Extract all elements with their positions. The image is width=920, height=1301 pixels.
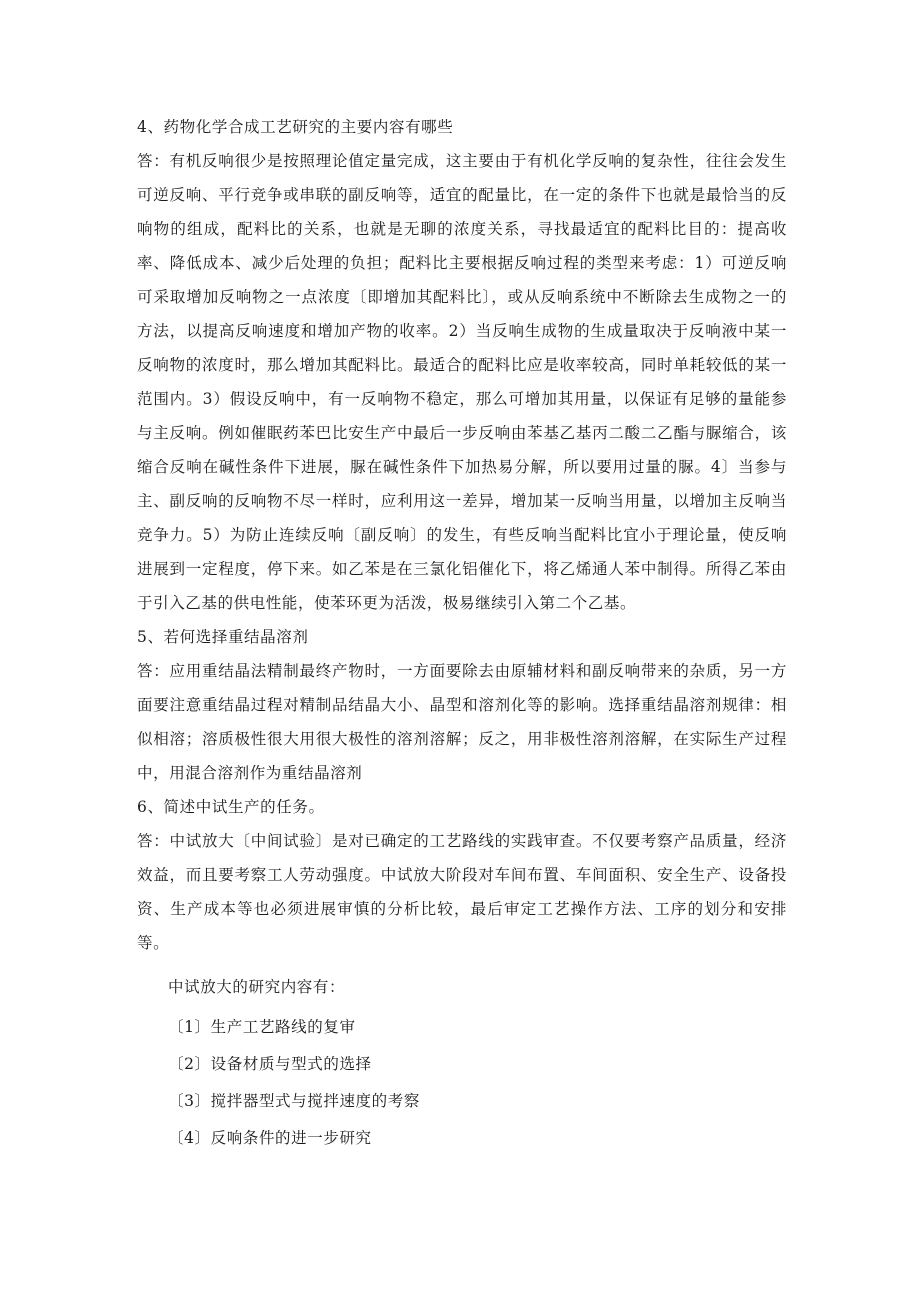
question-6-answer: 答：中试放大〔中间试验〕是对已确定的工艺路线的实践审查。不仅要考察产品质量，经济效益，而且要考察工人劳动强度。中试放大阶段对车间布置、车间面积、安全生产、设备投资、生产成本等也必须进展审慎的分析比较，最后审定工艺操作方法、工序的划分和安排等。 xyxy=(137,832,787,952)
list-item: 〔1〕生产工艺路线的复审 xyxy=(168,1018,356,1036)
pilot-research-list xyxy=(137,1010,787,1155)
question-4-title: 4、药物化学合成工艺研究的主要内容有哪些 xyxy=(137,118,454,136)
question-5-answer: 答：应用重结晶法精制最终产物时，一方面要除去由原辅材料和副反响带来的杂质，另一方面要注意重结晶过程对精制品结晶大小、晶型和溶剂化等的影响。选择重结晶溶剂规律：相似相溶；溶质极性很大用很大极性的溶剂溶解；反之，用非极性溶剂溶解，在实际生产过程中，用混合溶剂作为重结晶溶剂 xyxy=(137,662,787,782)
question-5-title: 5、若何选择重结晶溶剂 xyxy=(137,628,309,646)
question-6-title: 6、简述中试生产的任务。 xyxy=(137,798,325,816)
document-body xyxy=(137,110,787,1158)
pilot-research-heading: 中试放大的研究内容有： xyxy=(168,978,346,996)
list-item: 〔2〕设备材质与型式的选择 xyxy=(168,1055,372,1073)
question-4-answer: 答：有机反响很少是按照理论值定量完成，这主要由于有机化学反响的复杂性，往往会发生可逆反响、平行竞争或串联的副反响等，适宜的配量比，在一定的条件下也就是最恰当的反响物的组成，配料比的关系，也就是无聊的浓度关系，寻找最适宜的配料比目的：提高收率、降低成本、减少后处理的负担；配料比主要根据反响过程的类型来考虑：1）可逆反响可采取增加反响物之一点浓度〔即增加其配料比〕，或从反响系统中不断除去生成物之一的方法，以提高反响速度和增加产物的收率。2）当反响生成物的生成量取决于反响液中某一反响物的浓度时，那么增加其配料比。最适合的配料比应是收率较高，同时单耗较低的某一范围内。3）假设反响中，有一反响物不稳定，那么可增加其用量，以保证有足够的量能参与主反响。例如催眠药苯巴比安生产中最后一步反响由苯基乙基丙二酸二乙酯与脲缩合，该缩合反响在碱性条件下进展，脲在碱性条件下加热易分解，所以要用过量的脲。4〕当参与主、副反响的反响物不尽一样时，应利用这一差异，增加某一反响当用量，以增加主反响当竞争力。5）为防止连续反响〔副反响〕的发生，有些反响当配料比宜小于理论量，使反响进展到一定程度，停下来。如乙苯是在三氯化铝催化下，将乙烯通人苯中制得。所得乙苯由于引入乙基的供电性能，使苯环更为活泼，极易继续引入第二个乙基。 xyxy=(137,152,787,612)
list-item: 〔4〕反响条件的进一步研究 xyxy=(168,1129,372,1147)
list-item: 〔3〕搅拌器型式与搅拌速度的考察 xyxy=(168,1092,420,1110)
